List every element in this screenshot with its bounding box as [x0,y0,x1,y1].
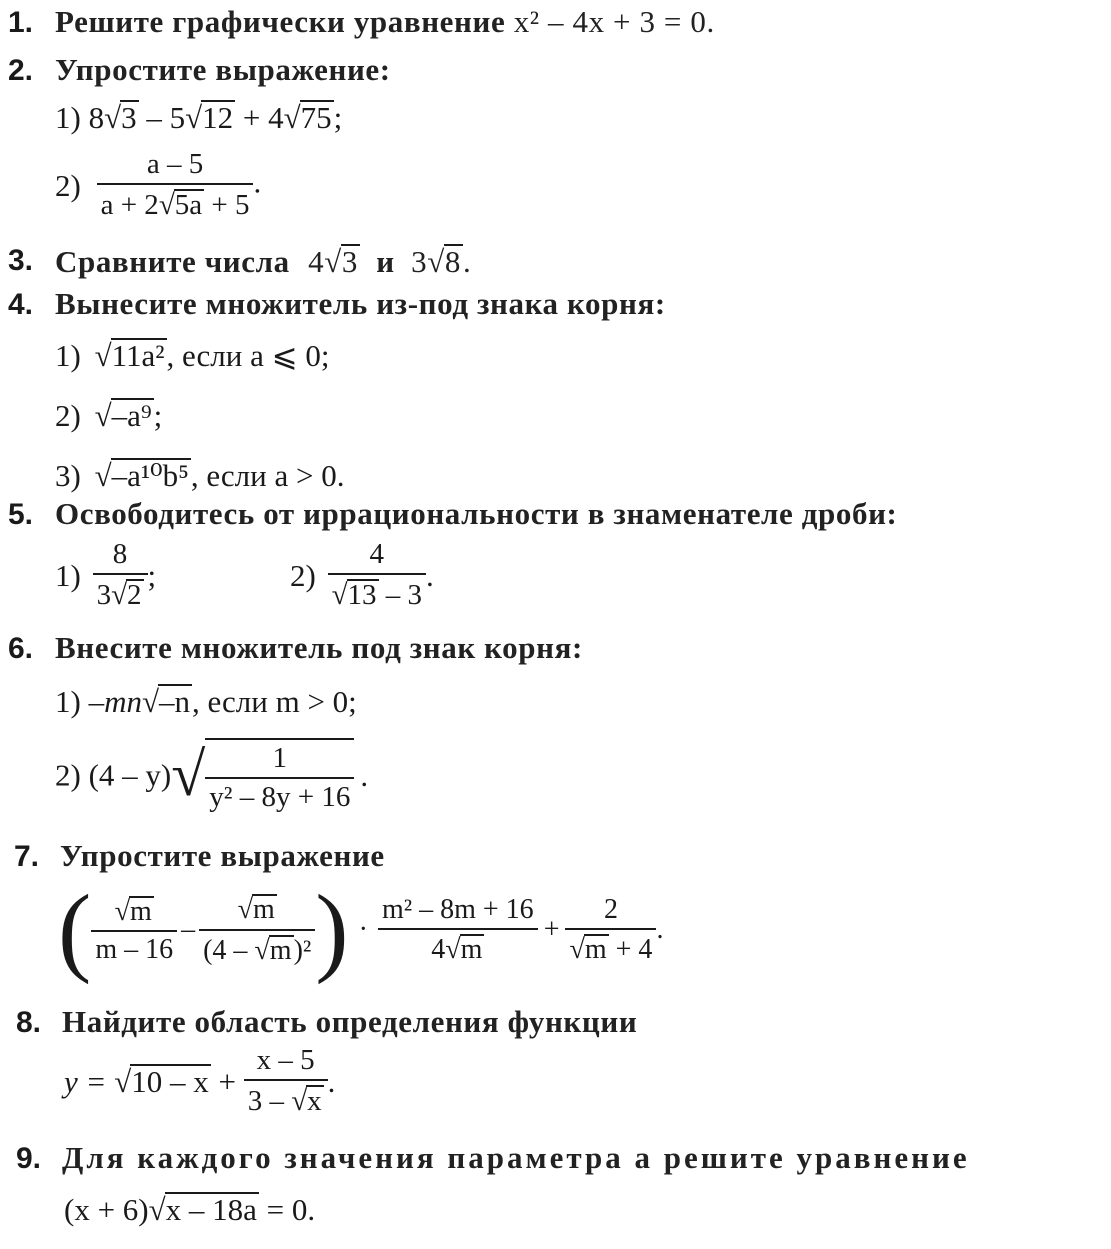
denominator: 3√2 [96,579,142,611]
term: – 3 [385,579,422,611]
radicand: m [584,933,607,965]
radicand: 75 [300,100,332,135]
term: = 0. [266,1192,316,1227]
fraction [199,894,315,965]
term: y = [64,1063,107,1099]
punct: . [253,164,262,200]
problem-number: 8. [16,1006,42,1039]
radicand: 12 [202,100,234,135]
term: a + 2 [100,189,159,221]
numerator: 2 [565,896,656,930]
denominator: a + 2√5a + 5 [100,189,250,221]
radicand: 3 [121,100,137,135]
numerator: a – 5 [97,150,254,185]
problem-number: 9. [16,1142,42,1175]
term: 4 [431,933,446,965]
punct: . [656,914,664,945]
term: 3 – [247,1085,284,1117]
expression: ( $\frac{√m}{m - 16}$ – $\frac{√m}{\text{(4 – √m)²}}$ ) · $\frac{\text{m² – 8m + 16}}{4√m}$ + $\frac{2}{√m + 4}$ . [58,874,664,985]
fraction [378,893,538,965]
radicand: x – 18a [165,1192,257,1227]
subproblem [55,150,261,221]
problem-text: Упростите выражение: [55,52,391,87]
radicand: 8 [444,244,461,279]
denominator: (4 – √m)² [203,935,312,966]
subproblem-label: 1) [55,557,81,593]
subproblem [55,540,156,611]
fraction [565,893,656,965]
numerator: √m [91,896,177,933]
radicand: m [252,894,275,926]
punct: ; [153,398,163,433]
punct: . [360,757,369,793]
denominator: 4√m [431,933,483,965]
radicand: 2 [127,579,142,611]
numerator: 1 [205,744,354,779]
radicand: m [269,935,292,966]
problem-3-text: Сравните числа [55,244,290,279]
numerator: 4 [328,540,426,575]
problem-text: Освободитесь от иррациональности в знаменателе дроби: [55,496,898,531]
numerator: 8 [93,540,148,575]
punct: ; [147,557,157,593]
problem-text: Для каждого значения параметра a решите уравнение [62,1140,970,1175]
subproblem-label: 1) [55,684,81,719]
numerator: x – 5 [244,1046,328,1081]
radicand: –a¹⁰b⁵ [111,458,189,493]
subproblem: 3) √–a¹⁰b⁵, если a > 0. [55,458,345,493]
term: )² [293,935,312,966]
condition: , если a ⩽ 0; [166,338,330,373]
term: 3 [411,244,428,279]
radicand: 13 [347,579,377,611]
radicand: 5a [174,189,203,221]
term: + 5 [211,189,250,221]
radicand: 10 – x [131,1064,209,1100]
denominator: √13 – 3 [331,579,422,611]
conjunction: и [376,244,395,279]
subproblem [290,540,434,611]
radicand: m [460,933,483,965]
subproblem: 1) √11a², если a ⩽ 0; [55,338,330,373]
term: 4 [308,244,325,279]
condition: , если a > 0. [190,458,345,493]
term: + 4 [242,100,284,135]
subproblem-label: 1) [55,100,81,135]
subproblem: 1) 8√3 – 5√12 + 4√75; [55,100,343,135]
term: (x + 6) [64,1192,149,1227]
operator: · [358,914,368,945]
subproblem-label: 2) [55,398,81,433]
punct: . [327,1063,336,1099]
punct: . [426,557,434,593]
operator: – [181,914,196,945]
term: – 5 [146,100,186,135]
fraction [244,1046,328,1117]
operator: + [218,1063,236,1099]
problem-text: Сравните числа 4√3 и 3√8. [55,244,472,279]
expression: y = √10 – x + $\frac{x - 5}{3 - √x}$ . [64,1044,336,1117]
operator: + [543,914,560,945]
radicand: –n [158,684,190,719]
fraction [97,150,254,221]
radicand: x [307,1085,322,1117]
problem-text: Внесите множитель под знак корня: [55,630,583,665]
problem-number: 7. [14,840,40,873]
subproblem: 2) (4 – y)√ $\frac{1}{\text{y² – 8y + 16}}$ . [55,738,368,812]
numerator: √m [199,894,315,931]
condition: , если m > 0; [191,684,357,719]
denominator: y² – 8y + 16 [209,781,351,813]
problem-text: Вынесите множитель из-под знака корня: [55,286,666,321]
radicand: –a⁹ [111,398,152,433]
term: 3 [96,579,112,611]
subproblem-label: 1) [55,338,81,373]
subproblem-label: 2) [290,557,316,593]
denominator: 3 – √x [247,1085,322,1117]
problem-1-text: Решите графически уравнение [55,4,506,39]
fraction [93,540,148,611]
term: (4 – y) [88,757,172,793]
punct: . [462,244,472,279]
radicand: m [130,895,152,927]
problem-number: 4. [8,288,34,321]
subproblem-label: 2) [55,757,81,793]
denominator: √m + 4 [569,933,653,965]
term: –mn [88,684,142,719]
equation: (x + 6)√x – 18a = 0. [64,1192,316,1227]
problem-number: 1. [8,6,34,39]
term: + 4 [615,933,653,965]
fraction [91,896,177,965]
subproblem-label: 2) [55,167,81,203]
problem-number: 6. [8,632,34,665]
problem-text: Найдите область определения функции [62,1004,638,1039]
denominator: m – 16 [95,934,174,966]
problem-text: Упростите выражение [60,838,385,873]
subproblem: 1) –mn√–n, если m > 0; [55,684,357,719]
subproblem-label: 3) [55,458,81,493]
term: (4 – [203,935,248,966]
radicand: 3 [341,244,358,279]
radicand: 11a² [111,338,165,373]
problem-number: 3. [8,244,34,277]
term: 8 [88,100,105,135]
fraction [328,540,426,611]
equation: x² – 4x + 3 = 0. [513,4,715,39]
problem-text [55,6,715,37]
numerator: m² – 8m + 16 [378,896,538,930]
fraction [205,738,354,812]
punct: ; [333,100,343,135]
subproblem: 2) √–a⁹; [55,398,163,433]
problem-number: 2. [8,54,34,87]
problem-number: 5. [8,498,34,531]
